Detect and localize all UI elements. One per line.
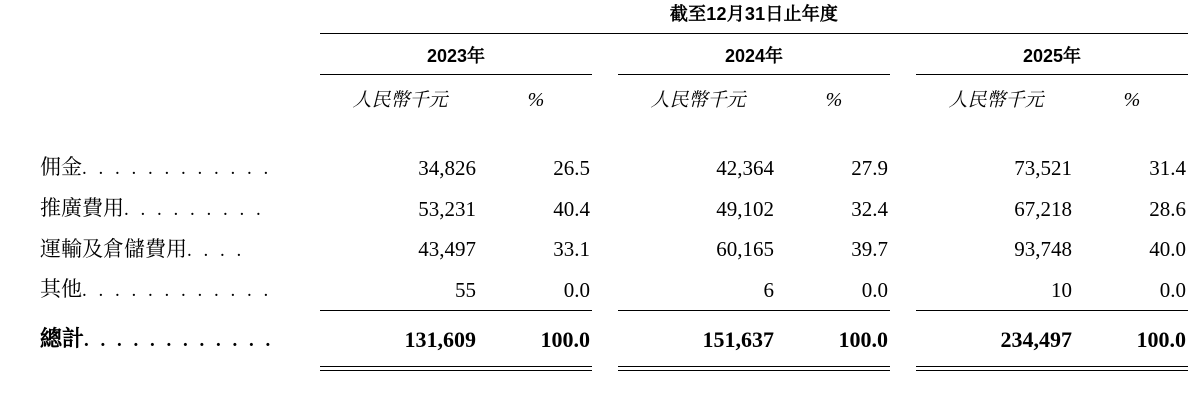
cell-2023-amount: 43,497 [418,237,476,262]
row-leader-dots: . . . . [187,239,245,261]
cell-2024-percent: 0.0 [861,278,888,302]
total-double-rule-row [20,366,1188,370]
double-rule-2024-percent [778,366,890,370]
row-gap-2 [890,188,916,229]
row-gap-2 [890,147,916,188]
year-header-2025: 2025年 [1022,46,1082,66]
cell-2025-amount: 67,218 [1014,196,1072,221]
cell-2024-amount: 49,102 [716,196,774,221]
cell-2024-percent: 32.4 [851,196,888,221]
year-header-2023: 2023年 [426,46,486,66]
row-gap-1 [592,229,618,270]
cell-2025-amount: 93,748 [1014,237,1072,262]
cell-2023-percent: 40.4 [553,196,590,221]
total-2024-percent: 100.0 [838,326,888,352]
row-leader-dots: . . . . . . . . . . . . [82,158,272,179]
cell-2024-amount: 42,364 [716,155,774,180]
double-rule-2023-amount [320,366,480,370]
cell-2025-percent: 40.0 [1149,237,1186,262]
cell-2024-amount: 60,165 [716,237,774,262]
double-rule-gap-2 [890,366,916,370]
total-2025-amount: 234,497 [1000,326,1072,352]
row-label-promotion [20,188,320,229]
unit-header-pct-2025: % [1123,89,1141,111]
total-2024-amount: 151,637 [702,326,774,352]
rule-spacer-4 [20,366,320,370]
total-leader-dots: . . . . . . . . . . . . [84,330,274,351]
row-label-text: 推廣費用 [40,195,124,220]
double-rule-2024-amount [618,366,778,370]
empty-corner-cell-2 [20,34,320,75]
pre-total-spacer [20,311,1188,319]
unit-header-pct-2023: % [527,89,545,111]
total-2023-amount: 131,609 [404,326,476,352]
unit-header-rmb-2023: 人民幣千元 [352,90,448,111]
cell-2023-amount: 53,231 [418,196,476,221]
unit-gap-1 [592,75,618,122]
cell-2025-percent: 28.6 [1149,196,1186,221]
total-gap-2 [890,318,916,360]
unit-gap-2 [890,75,916,122]
spacer-cell [20,121,1188,147]
row-label-text: 佣金 [40,155,82,179]
row-label-total [20,318,320,360]
row-label-text: 運輸及倉儲費用 [40,236,187,261]
double-rule-gap-1 [592,366,618,370]
cell-2023-amount: 55 [455,278,476,302]
cell-2023-percent: 26.5 [553,155,590,180]
cell-2023-percent: 33.1 [553,237,590,262]
cell-2025-percent: 0.0 [1159,278,1186,302]
year-gap-2 [890,34,916,75]
table-row [20,188,1188,229]
cell-2025-percent: 31.4 [1149,155,1186,180]
double-rule-2023-percent [480,366,592,370]
spacer-cell [20,311,1188,319]
row-gap-2 [890,229,916,270]
header-body-spacer [20,121,1188,147]
row-leader-dots: . . . . . . . . . [124,198,265,220]
row-label-others [20,269,320,310]
row-label-logistics [20,229,320,270]
year-gap-1 [592,34,618,75]
unit-header-rmb-2025: 人民幣千元 [948,90,1044,111]
cell-2023-amount: 34,826 [418,155,476,180]
period-header-label: 截至12月31日止年度 [669,4,839,24]
cell-2025-amount: 10 [1051,278,1072,302]
unit-header-pct-2024: % [825,89,843,111]
row-label-commission [20,147,320,188]
total-2025-percent: 100.0 [1136,326,1186,352]
table-year-header-row [20,34,1188,75]
table-row [20,269,1188,310]
cell-2024-percent: 27.9 [851,155,888,180]
table-unit-header-row [20,75,1188,122]
total-2023-percent: 100.0 [540,326,590,352]
total-label-text: 總計 [40,326,85,351]
row-leader-dots: . . . . . . . . . . . . [82,280,272,302]
expenses-breakdown-table [20,0,1188,371]
empty-corner-cell [20,0,320,33]
empty-corner-cell-3 [20,75,320,122]
row-gap-2 [890,269,916,310]
year-header-2024: 2024年 [724,46,784,66]
table-row [20,229,1188,270]
table-total-row [20,318,1188,360]
row-gap-1 [592,188,618,229]
double-rule-2025-amount [916,366,1076,370]
row-gap-1 [592,147,618,188]
cell-2024-percent: 39.7 [851,237,888,262]
cell-2025-amount: 73,521 [1014,155,1072,180]
table-row [20,147,1188,188]
row-gap-1 [592,269,618,310]
table-period-header-row [20,0,1188,33]
unit-header-rmb-2024: 人民幣千元 [650,90,746,111]
double-rule-2025-percent [1076,366,1188,370]
cell-2024-amount: 6 [763,278,774,302]
total-gap-1 [592,318,618,360]
cell-2023-percent: 0.0 [563,278,590,302]
row-label-text: 其他 [40,277,82,302]
